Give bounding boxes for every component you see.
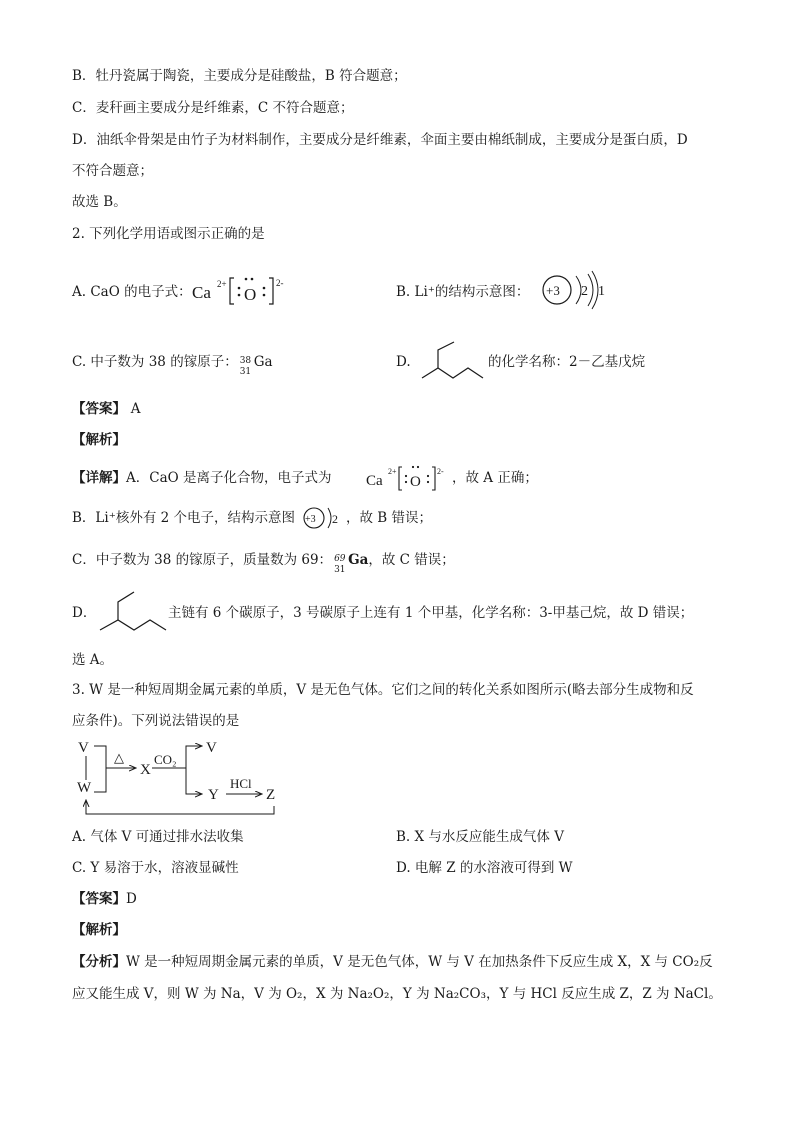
- option-a: [72, 282, 192, 302]
- hcl-label: HCl: [230, 776, 252, 791]
- q3-answer-line: [72, 889, 137, 909]
- reaction-flow-diagram: [72, 736, 292, 818]
- svg-text:Ca: Ca: [192, 283, 211, 302]
- q3-option-a: A. 气体 V 可通过排水法收集: [72, 829, 244, 845]
- text-line: D．油纸伞骨架是由竹子为材料制作，主要成分是纤维素，伞面主要由棉纸制成，主要成分是蛋白质，D: [72, 132, 688, 148]
- isotope-notation: 38 31: [239, 355, 252, 377]
- detail-tag: 【详解】: [72, 470, 126, 486]
- heat-symbol: △: [114, 750, 124, 765]
- svg-text:2: 2: [332, 512, 338, 526]
- detail-d-label: D．: [72, 605, 97, 621]
- svg-text:2: 2: [581, 284, 588, 299]
- svg-text:2-: 2-: [276, 278, 284, 288]
- svg-text:Ca: Ca: [366, 473, 383, 489]
- li-structure-diagram-2: [302, 502, 352, 534]
- detail-c: C．中子数为 38 的镓原子，质量数为 69： 69 31 Ga，故 C 错误；: [72, 552, 455, 575]
- node-v2: V: [206, 740, 217, 756]
- svg-text:O: O: [244, 285, 257, 304]
- answer-value: D: [126, 891, 137, 907]
- text-line: B．牡丹瓷属于陶瓷，主要成分是硅酸盐，B 符合题意；: [72, 68, 407, 84]
- answer-line: [72, 399, 140, 419]
- node-z: Z: [266, 787, 276, 803]
- node-x: X: [140, 762, 151, 778]
- question-2-stem: 2. 下列化学用语或图示正确的是: [72, 226, 265, 242]
- q3-analysis-1: 【分析】W 是一种短周期金属元素的单质，V 是无色气体，W 与 V 在加热条件下反应生成 X，X 与 CO₂反: [72, 954, 713, 970]
- question-3-stem-2: 应条件)。下列说法错误的是: [72, 713, 240, 729]
- node-y: Y: [208, 787, 219, 803]
- svg-text:O: O: [410, 474, 421, 490]
- q3-option-c: C. Y 易溶于水，溶液显碱性: [72, 860, 239, 876]
- isotope-notation: 69 31: [334, 553, 346, 575]
- cao-electron-formula-2: [364, 460, 454, 496]
- answer-value: A: [130, 401, 141, 417]
- node-w: W: [77, 780, 92, 796]
- answer-tag: 【答案】: [72, 891, 126, 907]
- question-3-stem: 3. W 是一种短周期金属元素的单质，V 是无色气体。它们之间的转化关系如图所示(略去部分生成物和反: [72, 682, 694, 698]
- text-line: 不符合题意；: [72, 163, 153, 179]
- text-line: 故选 B。: [72, 194, 127, 210]
- cao-electron-formula: [190, 270, 290, 310]
- svg-text:2+: 2+: [388, 467, 397, 476]
- option-d: [396, 352, 411, 372]
- answer-tag: 【答案】: [72, 401, 126, 417]
- detail-b: B．Li⁺核外有 2 个电子，结构示意图: [72, 510, 296, 526]
- detail-d-text: 主链有 6 个碳原子，3 号碳原子上连有 1 个甲基，化学名称：3-甲基己烷，故 D 错误；: [168, 605, 694, 621]
- svg-text:+3: +3: [546, 283, 560, 298]
- detail-a: 【详解】A．CaO 是离子化合物，电子式为: [72, 470, 332, 486]
- option-d-label: D.: [396, 354, 411, 370]
- analysis-tag: 【解析】: [72, 432, 126, 448]
- option-a-label: A. CaO 的电子式：: [72, 284, 192, 300]
- skeletal-structure-icon: [420, 340, 490, 382]
- co2-label: CO₂: [154, 752, 177, 767]
- option-c: [72, 352, 273, 377]
- skeletal-structure-icon-2: [98, 590, 170, 634]
- detail-b-post: ，故 B 错误；: [346, 510, 433, 526]
- svg-text:2+: 2+: [217, 279, 227, 289]
- option-b-label: B. Li⁺的结构示意图：: [396, 284, 530, 300]
- detail-a-post: ，故 A 正确；: [452, 470, 538, 486]
- q3-analysis-2: 应又能生成 V，则 W 为 Na，V 为 O₂，X 为 Na₂O₂，Y 为 Na₂CO₃，Y 与 HCl 反应生成 Z，Z 为 NaCl。: [72, 986, 722, 1002]
- svg-text:+3: +3: [305, 514, 316, 525]
- svg-text:2-: 2-: [437, 467, 444, 476]
- isotope-symbol: Ga: [253, 354, 273, 370]
- text-line: C．麦秆画主要成分是纤维素，C 不符合题意；: [72, 100, 354, 116]
- node-v: V: [78, 740, 89, 756]
- option-d-text: 的化学名称：2－乙基戊烷: [488, 354, 646, 370]
- option-c-label: C. 中子数为 38 的镓原子：: [72, 354, 238, 370]
- option-b: [396, 282, 529, 302]
- q3-option-d: D. 电解 Z 的水溶液可得到 W: [396, 860, 573, 876]
- svg-text:1: 1: [598, 284, 605, 299]
- q3-analysis-tag: 【解析】: [72, 922, 126, 938]
- li-structure-diagram: [540, 268, 610, 314]
- conclusion: 选 A。: [72, 652, 114, 668]
- q3-option-b: B. X 与水反应能生成气体 V: [396, 829, 564, 845]
